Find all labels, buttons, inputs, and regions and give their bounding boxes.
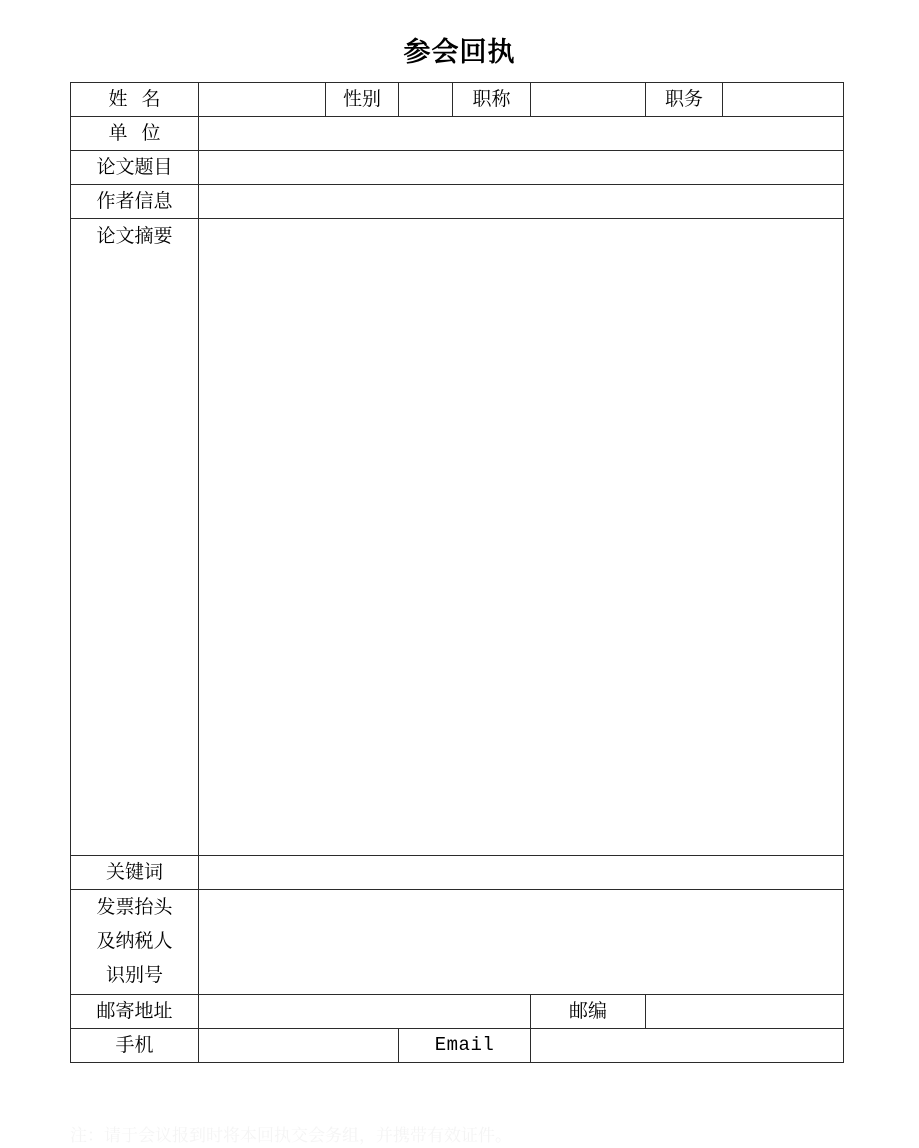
field-postcode-value[interactable]: [646, 995, 844, 1029]
label-paper-title: 论文题目: [71, 151, 199, 185]
label-invoice-line3: 识别号: [105, 965, 163, 986]
table-row-name: [71, 83, 844, 117]
field-abstract-value[interactable]: [199, 219, 844, 856]
field-invoice-value[interactable]: [199, 890, 844, 995]
field-paper-title-value[interactable]: [199, 151, 844, 185]
table-row-organization: [71, 117, 844, 151]
label-mobile: 手机: [71, 1029, 199, 1063]
field-gender-value[interactable]: [399, 83, 453, 117]
field-mailing-address-value[interactable]: [199, 995, 531, 1029]
field-author-info-value[interactable]: [199, 185, 844, 219]
label-postcode: 邮编: [531, 995, 646, 1029]
table-row-invoice: [71, 890, 844, 995]
footer-note: 注：请于会议报到时将本回执交会务组，并携带有效证件。: [70, 1126, 512, 1145]
table-row-contact: [71, 1029, 844, 1063]
field-position-value[interactable]: [723, 83, 844, 117]
field-name-value[interactable]: [199, 83, 326, 117]
label-keywords: 关键词: [71, 856, 199, 890]
conference-receipt-form: [70, 82, 844, 1063]
table-row-paper-title: [71, 151, 844, 185]
label-invoice-line1: 发票抬头: [96, 897, 173, 918]
label-author-info: 作者信息: [71, 185, 199, 219]
field-mobile-value[interactable]: [199, 1029, 399, 1063]
table-row-author-info: [71, 185, 844, 219]
table-row-keywords: [71, 856, 844, 890]
label-invoice-line2: 及纳税人: [96, 931, 173, 952]
label-name: 姓名: [71, 83, 199, 117]
field-email-value[interactable]: [531, 1029, 844, 1063]
field-organization-value[interactable]: [199, 117, 844, 151]
field-academic-title-value[interactable]: [531, 83, 646, 117]
table-row-abstract: [71, 219, 844, 856]
label-academic-title: 职称: [453, 83, 531, 117]
label-invoice: [71, 890, 199, 995]
label-organization: 单位: [71, 117, 199, 151]
label-abstract: 论文摘要: [71, 219, 199, 856]
page-title: 参会回执: [403, 37, 516, 67]
label-position: 职务: [646, 83, 723, 117]
label-gender: 性别: [326, 83, 399, 117]
field-keywords-value[interactable]: [199, 856, 844, 890]
label-mailing-address: 邮寄地址: [71, 995, 199, 1029]
table-row-mailing: [71, 995, 844, 1029]
label-email: Email: [399, 1029, 531, 1063]
